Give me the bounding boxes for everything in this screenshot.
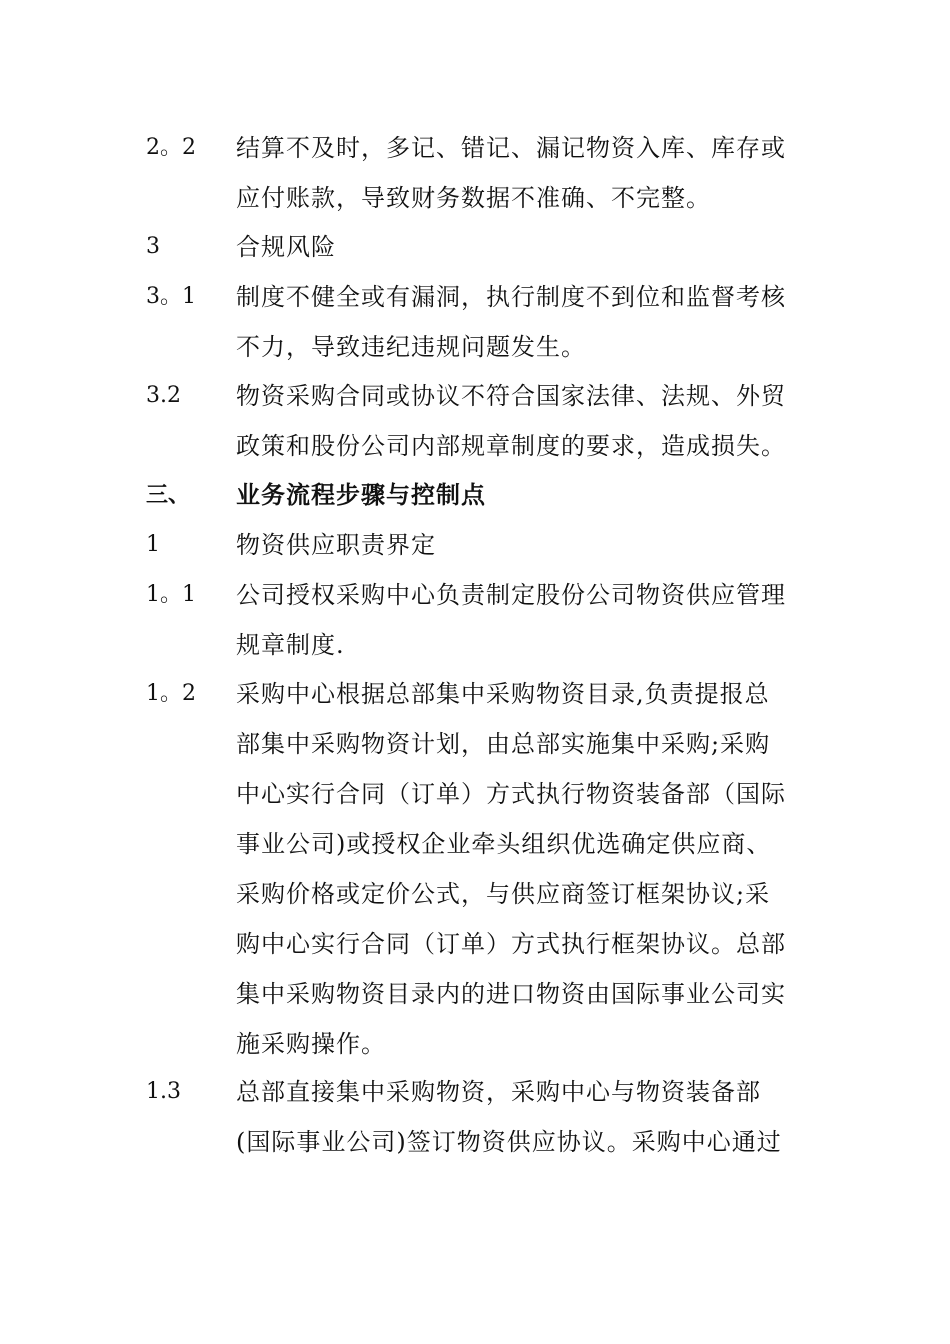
- item-number: 1。1: [146, 582, 196, 607]
- text-line: 部集中采购物资计划，由总部实施集中采购;采购: [236, 730, 771, 758]
- text-line: 业务流程步骤与控制点: [236, 480, 486, 509]
- text-line: 政策和股份公司内部规章制度的要求，造成损失。: [236, 432, 786, 460]
- text-line: 物资采购合同或协议不符合国家法律、法规、外贸: [236, 382, 786, 410]
- text-line: 购中心实行合同（订单）方式执行框架协议。总部: [236, 930, 786, 958]
- item-text: [236, 123, 816, 223]
- text-line: 应付账款，导致财务数据不准确、不完整。: [236, 184, 711, 212]
- item-text: [236, 222, 816, 272]
- text-line: 合规风险: [236, 233, 336, 261]
- item-number: 3: [146, 234, 160, 259]
- item-text: [236, 520, 816, 570]
- section-title: [236, 470, 816, 520]
- text-line: 中心实行合同（订单）方式执行物资装备部（国际: [236, 780, 786, 808]
- text-line: 不力，导致违纪违规问题发生。: [236, 333, 586, 361]
- text-line: (国际事业公司)签订物资供应协议。采购中心通过: [236, 1128, 782, 1156]
- item-number: 3.2: [146, 383, 181, 408]
- text-line: 公司授权采购中心负责制定股份公司物资供应管理: [236, 581, 786, 609]
- item-number: 2。2: [146, 135, 196, 160]
- item-number: 1。2: [146, 681, 196, 706]
- item-text: [236, 371, 816, 471]
- text-line: 制度不健全或有漏洞，执行制度不到位和监督考核: [236, 283, 786, 311]
- text-line: 施采购操作。: [236, 1030, 386, 1058]
- item-text: [236, 669, 816, 1069]
- text-line: 物资供应职责界定: [236, 531, 436, 559]
- item-text: [236, 1067, 816, 1167]
- text-line: 规章制度.: [236, 631, 345, 659]
- text-line: 事业公司)或授权企业牵头组织优选确定供应商、: [236, 830, 772, 858]
- item-number: 1.3: [146, 1079, 181, 1104]
- item-text: [236, 570, 816, 670]
- item-text: [236, 272, 816, 372]
- text-line: 总部直接集中采购物资，采购中心与物资装备部: [236, 1078, 761, 1106]
- text-line: 采购价格或定价公式，与供应商签订框架协议;采: [236, 880, 771, 908]
- text-line: 结算不及时，多记、错记、漏记物资入库、库存或: [236, 134, 786, 162]
- item-number: 1: [146, 532, 160, 557]
- text-line: 集中采购物资目录内的进口物资由国际事业公司实: [236, 980, 786, 1008]
- item-number: 3。1: [146, 284, 196, 309]
- section-number: 三、: [146, 482, 191, 508]
- text-line: 采购中心根据总部集中采购物资目录,负责提报总: [236, 680, 770, 708]
